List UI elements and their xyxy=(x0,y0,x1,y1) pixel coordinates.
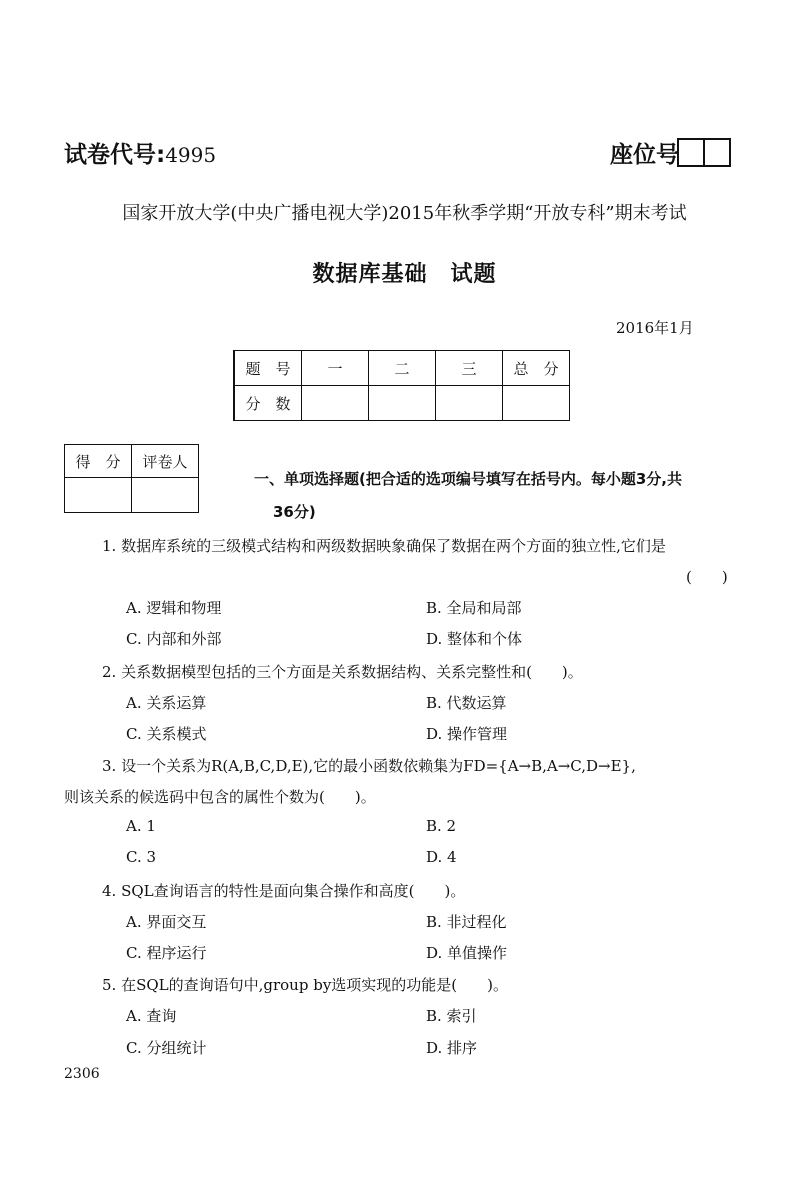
score-header-cell: 题 号 xyxy=(234,351,302,386)
exam-title: 数据库基础 试题 xyxy=(312,262,497,287)
seat-box[interactable] xyxy=(703,138,731,167)
seat-number xyxy=(610,136,731,169)
answer-blank[interactable]: ( ) xyxy=(686,568,728,586)
page-code: 2306 xyxy=(64,1066,100,1082)
option-d: D. 操作管理 xyxy=(426,725,508,743)
score-header-cell: 三 xyxy=(436,351,503,386)
question-stem: 5. 在SQL的查询语句中,group by选项实现的功能是( )。 xyxy=(102,976,508,994)
score-cell[interactable] xyxy=(503,386,570,421)
seat-box[interactable] xyxy=(677,138,705,167)
option-c: C. 内部和外部 xyxy=(126,630,222,648)
score-table-value-row xyxy=(234,386,570,421)
grader-name-label: 评卷人 xyxy=(132,445,199,478)
question-stem: 3. 设一个关系为R(A,B,C,D,E),它的最小函数依赖集为FD={A→B,A→C,D→E}, xyxy=(102,757,636,775)
exam-header: 国家开放大学(中央广播电视大学)2015年秋季学期“开放专科”期末考试 xyxy=(122,203,687,224)
paper-code-label: 试卷代号: xyxy=(64,142,166,168)
option-d: D. 单值操作 xyxy=(426,944,508,962)
score-row-label: 分 数 xyxy=(234,386,302,421)
option-a: A. 1 xyxy=(126,817,156,835)
grader-table xyxy=(64,444,199,513)
option-a: A. 逻辑和物理 xyxy=(126,599,222,617)
option-c: C. 分组统计 xyxy=(126,1039,207,1057)
option-b: B. 索引 xyxy=(426,1007,477,1025)
option-c: C. 3 xyxy=(126,848,157,866)
paper-code-number: 4995 xyxy=(165,143,217,167)
option-b: B. 非过程化 xyxy=(426,913,507,931)
question-stem-cont: 则该关系的候选码中包含的属性个数为( )。 xyxy=(64,788,376,806)
grader-value-row xyxy=(65,478,199,513)
score-cell[interactable] xyxy=(369,386,436,421)
option-c: C. 关系模式 xyxy=(126,725,207,743)
option-a: A. 关系运算 xyxy=(126,694,207,712)
score-table-header-row xyxy=(234,351,570,386)
score-cell[interactable] xyxy=(436,386,503,421)
score-table xyxy=(233,350,570,421)
option-a: A. 查询 xyxy=(126,1007,177,1025)
grader-name-cell[interactable] xyxy=(132,478,199,513)
option-d: D. 4 xyxy=(426,848,457,866)
option-b: B. 全局和局部 xyxy=(426,599,522,617)
grader-score-cell[interactable] xyxy=(65,478,132,513)
grader-header-row xyxy=(65,445,199,478)
score-header-cell: 总 分 xyxy=(503,351,570,386)
score-cell[interactable] xyxy=(302,386,369,421)
score-header-cell: 二 xyxy=(369,351,436,386)
option-d: D. 排序 xyxy=(426,1039,478,1057)
seat-label: 座位号 xyxy=(610,142,679,168)
section-heading: 一、单项选择题(把合适的选项编号填写在括号内。每小题3分,共 xyxy=(254,470,682,488)
option-b: B. 代数运算 xyxy=(426,694,507,712)
question-stem: 1. 数据库系统的三级模式结构和两级数据映象确保了数据在两个方面的独立性,它们是 xyxy=(102,537,666,555)
section-heading-cont: 36分) xyxy=(273,503,316,521)
paper-code xyxy=(64,136,216,169)
grader-score-label: 得 分 xyxy=(65,445,132,478)
question-stem: 2. 关系数据模型包括的三个方面是关系数据结构、关系完整性和( )。 xyxy=(102,663,583,681)
option-d: D. 整体和个体 xyxy=(426,630,523,648)
option-b: B. 2 xyxy=(426,817,457,835)
question-stem: 4. SQL查询语言的特性是面向集合操作和高度( )。 xyxy=(102,882,466,900)
option-a: A. 界面交互 xyxy=(126,913,207,931)
score-header-cell: 一 xyxy=(302,351,369,386)
option-c: C. 程序运行 xyxy=(126,944,207,962)
exam-date: 2016年1月 xyxy=(616,319,694,337)
